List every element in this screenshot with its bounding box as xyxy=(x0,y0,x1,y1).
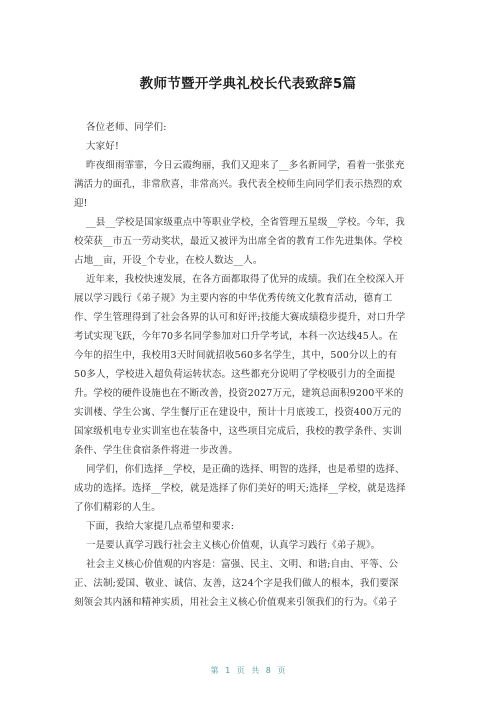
text-line: 一是要认真学习践行社会主义核心价值观，认真学习践行《弟子规》。 xyxy=(86,540,381,551)
document-title: 教师节暨开学典礼校长代表致辞5篇 xyxy=(139,76,357,92)
text-line: 考试实现飞跃，今年70多名同学参加对口升学考试，本科一次达线45人。在 xyxy=(74,331,398,342)
page-footer: 第 1 页 共 8 页 xyxy=(210,666,286,675)
text-line: 占地__亩，开设_个专业，在校人数达__人。 xyxy=(74,255,263,266)
text-line: 社会主义核心价值观的内容是：富强、民主、文明、和谐;自由、平等、公 xyxy=(86,559,399,570)
text-line: 成功的选择。选择__学校，就是选择了你们美好的明天;选择__学校，就是选择 xyxy=(74,483,406,494)
text-line: 50多人，学校进入超负荷运转状态。这些都充分说明了学校吸引力的全面提 xyxy=(74,369,396,380)
text-line: 实训楼、学生公寓、学生餐厅正在建设中，预计十月底竣工，投资400万元的 xyxy=(74,407,402,418)
text-line: 校荣获__市五一劳动奖状，最近又被评为出席全省的教育工作先进集体。学校 xyxy=(74,236,403,247)
text-line: 刻领会其内涵和精神实质，用社会主义核心价值观来引领我们的行为。《弟子 xyxy=(74,597,398,608)
text-line: 今年的招生中，我校用3天时间就招收560多名学生，其中，500分以上的有 xyxy=(74,350,398,361)
text-line: 同学们，你们选择__学校，是正确的选择、明智的选择，也是希望的选择、 xyxy=(86,464,405,475)
text-line: 下面，我给大家提几点希望和要求: xyxy=(86,521,235,532)
text-line: 近年来，我校快速发展，在各方面都取得了优异的成绩。我们在全校深入开 xyxy=(86,274,405,285)
text-line: 大家好! xyxy=(86,141,119,152)
text-line: 各位老师、同学们: xyxy=(86,122,167,133)
text-line: 条件、学生住食宿条件将进一步改善。 xyxy=(74,445,239,456)
text-line: 迎! xyxy=(74,198,88,209)
text-line: 作、学生管理得到了社会各界的认可和好评;技能大赛成绩稳步提升，对口升学 xyxy=(74,312,406,323)
text-line: 正、法制;爱国、敬业、诚信、友善，这24个字是我们做人的根本，我们要深 xyxy=(74,578,399,589)
text-line: 了你们精彩的人生。 xyxy=(74,502,161,513)
text-line: __县__学校是国家级重点中等职业学校，全省管理五星级__学校。今年，我 xyxy=(86,217,405,228)
document-body xyxy=(74,118,424,612)
text-line: 升。学校的硬件设施也在不断改善，投资2027万元，建筑总面积9200平米的 xyxy=(74,388,404,399)
text-line: 展以学习践行《弟子规》为主要内容的中华优秀传统文化教育活动，德育工 xyxy=(74,293,393,304)
text-line: 昨夜细雨霏霏，今日云霞绚丽，我们又迎来了__多名新同学，看着一张张充 xyxy=(86,160,405,171)
text-line: 满活力的面孔，非常欣喜，非常高兴。我代表全校师生向同学们表示热烈的欢 xyxy=(74,179,403,190)
text-line: 国家级机电专业实训室也在装备中，这些项目完成后，我校的教学条件、实训 xyxy=(74,426,403,437)
